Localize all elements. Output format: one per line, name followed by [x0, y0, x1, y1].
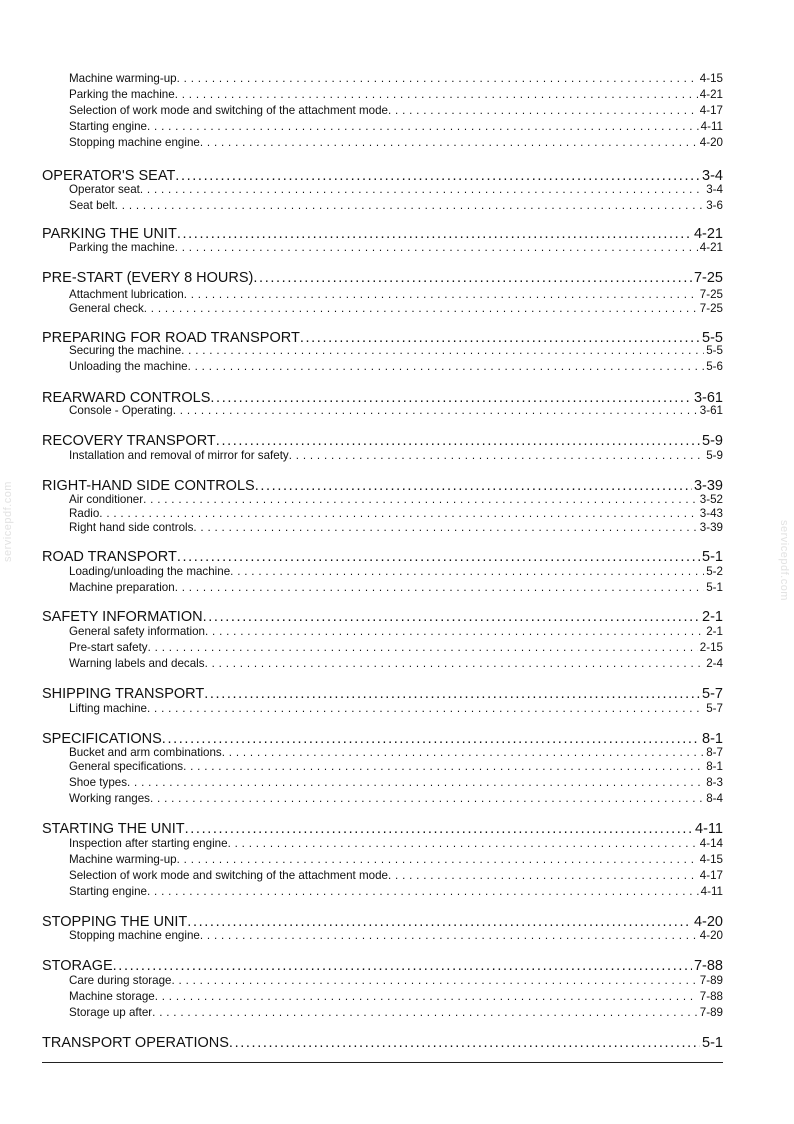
- index-entry[interactable]: [69, 657, 723, 670]
- dot-leader: [173, 404, 698, 417]
- page-number: 3-4: [702, 168, 723, 184]
- dot-leader: [127, 776, 704, 789]
- dot-leader: [150, 792, 704, 805]
- page-number: 4-15: [699, 72, 723, 85]
- page-number: 5-5: [702, 330, 723, 346]
- dot-leader: [162, 731, 700, 747]
- index-entry[interactable]: [69, 746, 723, 759]
- entry-label: ROAD TRANSPORT: [42, 549, 177, 565]
- dot-leader: [253, 270, 692, 286]
- page-number: 8-7: [706, 746, 723, 759]
- entry-label: SHIPPING TRANSPORT: [42, 686, 205, 702]
- index-entry[interactable]: [69, 853, 723, 866]
- bottom-rule: [42, 1062, 723, 1063]
- page-number: 3-39: [693, 478, 723, 494]
- index-heading[interactable]: [42, 270, 723, 286]
- page-number: 5-6: [706, 360, 723, 373]
- entry-label: Parking the machine: [69, 241, 175, 254]
- entry-label: RECOVERY TRANSPORT: [42, 433, 216, 449]
- entry-label: STORAGE: [42, 958, 113, 974]
- index-entry[interactable]: [69, 88, 723, 101]
- entry-label: Stopping machine engine: [69, 929, 200, 942]
- dot-leader: [177, 853, 698, 866]
- dot-leader: [193, 521, 697, 534]
- entry-label: Inspection after starting engine: [69, 837, 228, 850]
- page-number: 4-14: [699, 837, 723, 850]
- dot-leader: [175, 168, 700, 184]
- dot-leader: [181, 344, 704, 357]
- dot-leader: [177, 226, 692, 242]
- entry-label: Selection of work mode and switching of the attachment mode: [69, 104, 389, 117]
- entry-label: PARKING THE UNIT: [42, 226, 177, 242]
- index-entry[interactable]: [69, 360, 723, 373]
- entry-label: Operator seat: [69, 183, 140, 196]
- dot-leader: [200, 929, 698, 942]
- dot-leader: [228, 837, 698, 850]
- entry-label: PRE-START (EVERY 8 HOURS): [42, 270, 254, 286]
- index-heading[interactable]: [42, 1035, 723, 1051]
- index-entry[interactable]: [69, 625, 723, 638]
- index-entry[interactable]: [69, 1006, 723, 1019]
- entry-label: Air conditioner: [69, 493, 144, 506]
- page-number: 5-9: [702, 433, 723, 449]
- page-number: 4-21: [699, 241, 723, 254]
- dot-leader: [143, 493, 698, 506]
- index-entry[interactable]: [69, 869, 723, 882]
- index-entry[interactable]: [69, 885, 723, 898]
- index-entry[interactable]: [69, 990, 723, 1003]
- index-entry[interactable]: [69, 702, 723, 715]
- page-number: 7-25: [699, 302, 723, 315]
- entry-label: SPECIFICATIONS: [42, 731, 162, 747]
- index-entry[interactable]: [69, 241, 723, 254]
- page-number: 7-88: [699, 990, 723, 1003]
- page-number: 4-21: [699, 88, 723, 101]
- page-number: 5-9: [706, 449, 723, 462]
- dot-leader: [140, 183, 704, 196]
- index-entry[interactable]: [69, 104, 723, 117]
- dot-leader: [171, 974, 697, 987]
- index-entry[interactable]: [69, 641, 723, 654]
- watermark-left: servicepdf.com: [2, 481, 14, 562]
- page-number: 7-89: [699, 1006, 723, 1019]
- page-number: 4-17: [699, 104, 723, 117]
- dot-leader: [175, 88, 698, 101]
- index-entry[interactable]: [69, 581, 723, 594]
- entry-label: General check: [69, 302, 144, 315]
- page-number: 3-39: [699, 521, 723, 534]
- entry-label: Attachment lubrication: [69, 288, 184, 301]
- page-number: 5-7: [702, 686, 723, 702]
- dot-leader: [205, 625, 704, 638]
- index-heading[interactable]: [42, 731, 723, 747]
- page-number: 4-20: [693, 914, 723, 930]
- entry-label: Machine storage: [69, 990, 155, 1003]
- entry-label: STARTING THE UNIT: [42, 821, 185, 837]
- dot-leader: [152, 1006, 698, 1019]
- entry-label: Selection of work mode and switching of the attachment mode: [69, 869, 389, 882]
- entry-label: General safety information: [69, 625, 205, 638]
- entry-label: SAFETY INFORMATION: [42, 609, 203, 625]
- index-entry[interactable]: [69, 521, 723, 534]
- dot-leader: [175, 581, 705, 594]
- page-number: 7-89: [699, 974, 723, 987]
- entry-label: Starting engine: [69, 120, 147, 133]
- page-number: 5-1: [702, 549, 723, 565]
- dot-leader: [144, 302, 698, 315]
- page-number: 2-1: [706, 625, 723, 638]
- index-entry[interactable]: [69, 565, 723, 578]
- entry-label: Machine warming-up: [69, 853, 177, 866]
- page-number: 4-11: [700, 120, 723, 133]
- index-entry[interactable]: [69, 288, 723, 301]
- index-entry[interactable]: [69, 183, 723, 196]
- page-number: 8-3: [706, 776, 723, 789]
- entry-label: RIGHT-HAND SIDE CONTROLS: [42, 478, 255, 494]
- dot-leader: [203, 609, 700, 625]
- page-number: 5-7: [706, 702, 723, 715]
- dot-leader: [99, 507, 697, 520]
- index-heading[interactable]: [42, 478, 723, 494]
- entry-label: REARWARD CONTROLS: [42, 390, 211, 406]
- dot-leader: [155, 990, 698, 1003]
- dot-leader: [184, 288, 698, 301]
- index-entry[interactable]: [69, 929, 723, 942]
- index-entry[interactable]: [69, 449, 723, 462]
- page-number: 3-43: [699, 507, 723, 520]
- entry-label: Storage up after: [69, 1006, 153, 1019]
- index-heading[interactable]: [42, 549, 723, 565]
- entry-label: Pre-start safety: [69, 641, 148, 654]
- index-heading[interactable]: [42, 958, 723, 974]
- index-entry[interactable]: [69, 344, 723, 357]
- dot-leader: [185, 821, 693, 837]
- watermark-right: servicepdf.com: [778, 520, 790, 601]
- index-heading[interactable]: [42, 168, 723, 184]
- dot-leader: [388, 869, 698, 882]
- entry-label: Working ranges: [69, 792, 150, 805]
- index-entry[interactable]: [69, 72, 723, 85]
- entry-label: Starting engine: [69, 885, 147, 898]
- entry-label: PREPARING FOR ROAD TRANSPORT: [42, 330, 300, 346]
- page-number: 3-61: [699, 404, 723, 417]
- index-heading[interactable]: [42, 609, 723, 625]
- entry-label: General specifications: [69, 760, 184, 773]
- entry-label: Care during storage: [69, 974, 172, 987]
- page-number: 4-15: [699, 853, 723, 866]
- dot-leader: [222, 746, 705, 759]
- entry-label: Installation and removal of mirror for safety: [69, 449, 289, 462]
- page-number: 5-1: [702, 1035, 723, 1051]
- index-entry[interactable]: [69, 974, 723, 987]
- dot-leader: [230, 565, 704, 578]
- entry-label: Unloading the machine: [69, 360, 188, 373]
- index-entry[interactable]: [69, 776, 723, 789]
- dot-leader: [388, 104, 698, 117]
- index-entry[interactable]: [69, 507, 723, 520]
- page-number: 8-4: [706, 792, 723, 805]
- dot-leader: [177, 549, 700, 565]
- page-number: 4-11: [695, 821, 723, 837]
- page-number: 2-4: [706, 657, 723, 670]
- dot-leader: [147, 702, 704, 715]
- index-entry[interactable]: [69, 493, 723, 506]
- dot-leader: [148, 641, 698, 654]
- page-number: 5-1: [706, 581, 723, 594]
- dot-leader: [200, 136, 698, 149]
- dot-leader: [175, 241, 698, 254]
- dot-leader: [216, 433, 700, 449]
- page-number: 3-6: [706, 199, 723, 212]
- index-entry[interactable]: [69, 760, 723, 773]
- entry-label: Console - Operating: [69, 404, 173, 417]
- index-entry[interactable]: [69, 404, 723, 417]
- entry-label: Shoe types: [69, 776, 128, 789]
- index-entry[interactable]: [69, 120, 723, 133]
- index-heading[interactable]: [42, 914, 723, 930]
- page-number: 7-25: [699, 288, 723, 301]
- page-number: 2-15: [699, 641, 723, 654]
- dot-leader: [255, 478, 692, 494]
- page-number: 5-2: [706, 565, 723, 578]
- entry-label: Stopping machine engine: [69, 136, 200, 149]
- index-entry[interactable]: [69, 837, 723, 850]
- index-entry[interactable]: [69, 136, 723, 149]
- entry-label: OPERATOR'S SEAT: [42, 168, 176, 184]
- entry-label: TRANSPORT OPERATIONS: [42, 1035, 229, 1051]
- entry-label: Machine preparation: [69, 581, 175, 594]
- entry-label: Securing the machine: [69, 344, 182, 357]
- dot-leader: [188, 360, 705, 373]
- page-number: 4-21: [693, 226, 723, 242]
- page-number: 2-1: [702, 609, 723, 625]
- dot-leader: [113, 958, 692, 974]
- dot-leader: [147, 885, 699, 898]
- dot-leader: [183, 760, 704, 773]
- index-heading[interactable]: [42, 226, 723, 242]
- page-number: 4-20: [699, 929, 723, 942]
- dot-leader: [289, 449, 705, 462]
- entry-label: Bucket and arm combinations: [69, 746, 222, 759]
- dot-leader: [115, 199, 704, 212]
- index-heading[interactable]: [42, 821, 723, 837]
- index-heading[interactable]: [42, 433, 723, 449]
- page-number: 4-20: [699, 136, 723, 149]
- page-number: 4-17: [699, 869, 723, 882]
- dot-leader: [204, 686, 700, 702]
- entry-label: Parking the machine: [69, 88, 175, 101]
- index-entry[interactable]: [69, 302, 723, 315]
- page-number: 7-88: [693, 958, 723, 974]
- index-heading[interactable]: [42, 686, 723, 702]
- entry-label: Radio: [69, 507, 100, 520]
- dot-leader: [177, 72, 698, 85]
- index-entry[interactable]: [69, 792, 723, 805]
- entry-label: Seat belt: [69, 199, 115, 212]
- dot-leader: [187, 914, 692, 930]
- entry-label: STOPPING THE UNIT: [42, 914, 188, 930]
- entry-label: Lifting machine: [69, 702, 147, 715]
- dot-leader: [147, 120, 699, 133]
- page-number: 4-11: [700, 885, 723, 898]
- page-number: 7-25: [693, 270, 723, 286]
- dot-leader: [229, 1035, 700, 1051]
- entry-label: Machine warming-up: [69, 72, 177, 85]
- page-number: 3-61: [693, 390, 723, 406]
- page-number: 8-1: [706, 760, 723, 773]
- index-entry[interactable]: [69, 199, 723, 212]
- page-number: 8-1: [702, 731, 723, 747]
- entry-label: Loading/unloading the machine: [69, 565, 231, 578]
- page-number: 3-4: [706, 183, 723, 196]
- page-number: 5-5: [706, 344, 723, 357]
- entry-label: Warning labels and decals: [69, 657, 205, 670]
- page-number: 3-52: [699, 493, 723, 506]
- dot-leader: [205, 657, 705, 670]
- entry-label: Right hand side controls: [69, 521, 194, 534]
